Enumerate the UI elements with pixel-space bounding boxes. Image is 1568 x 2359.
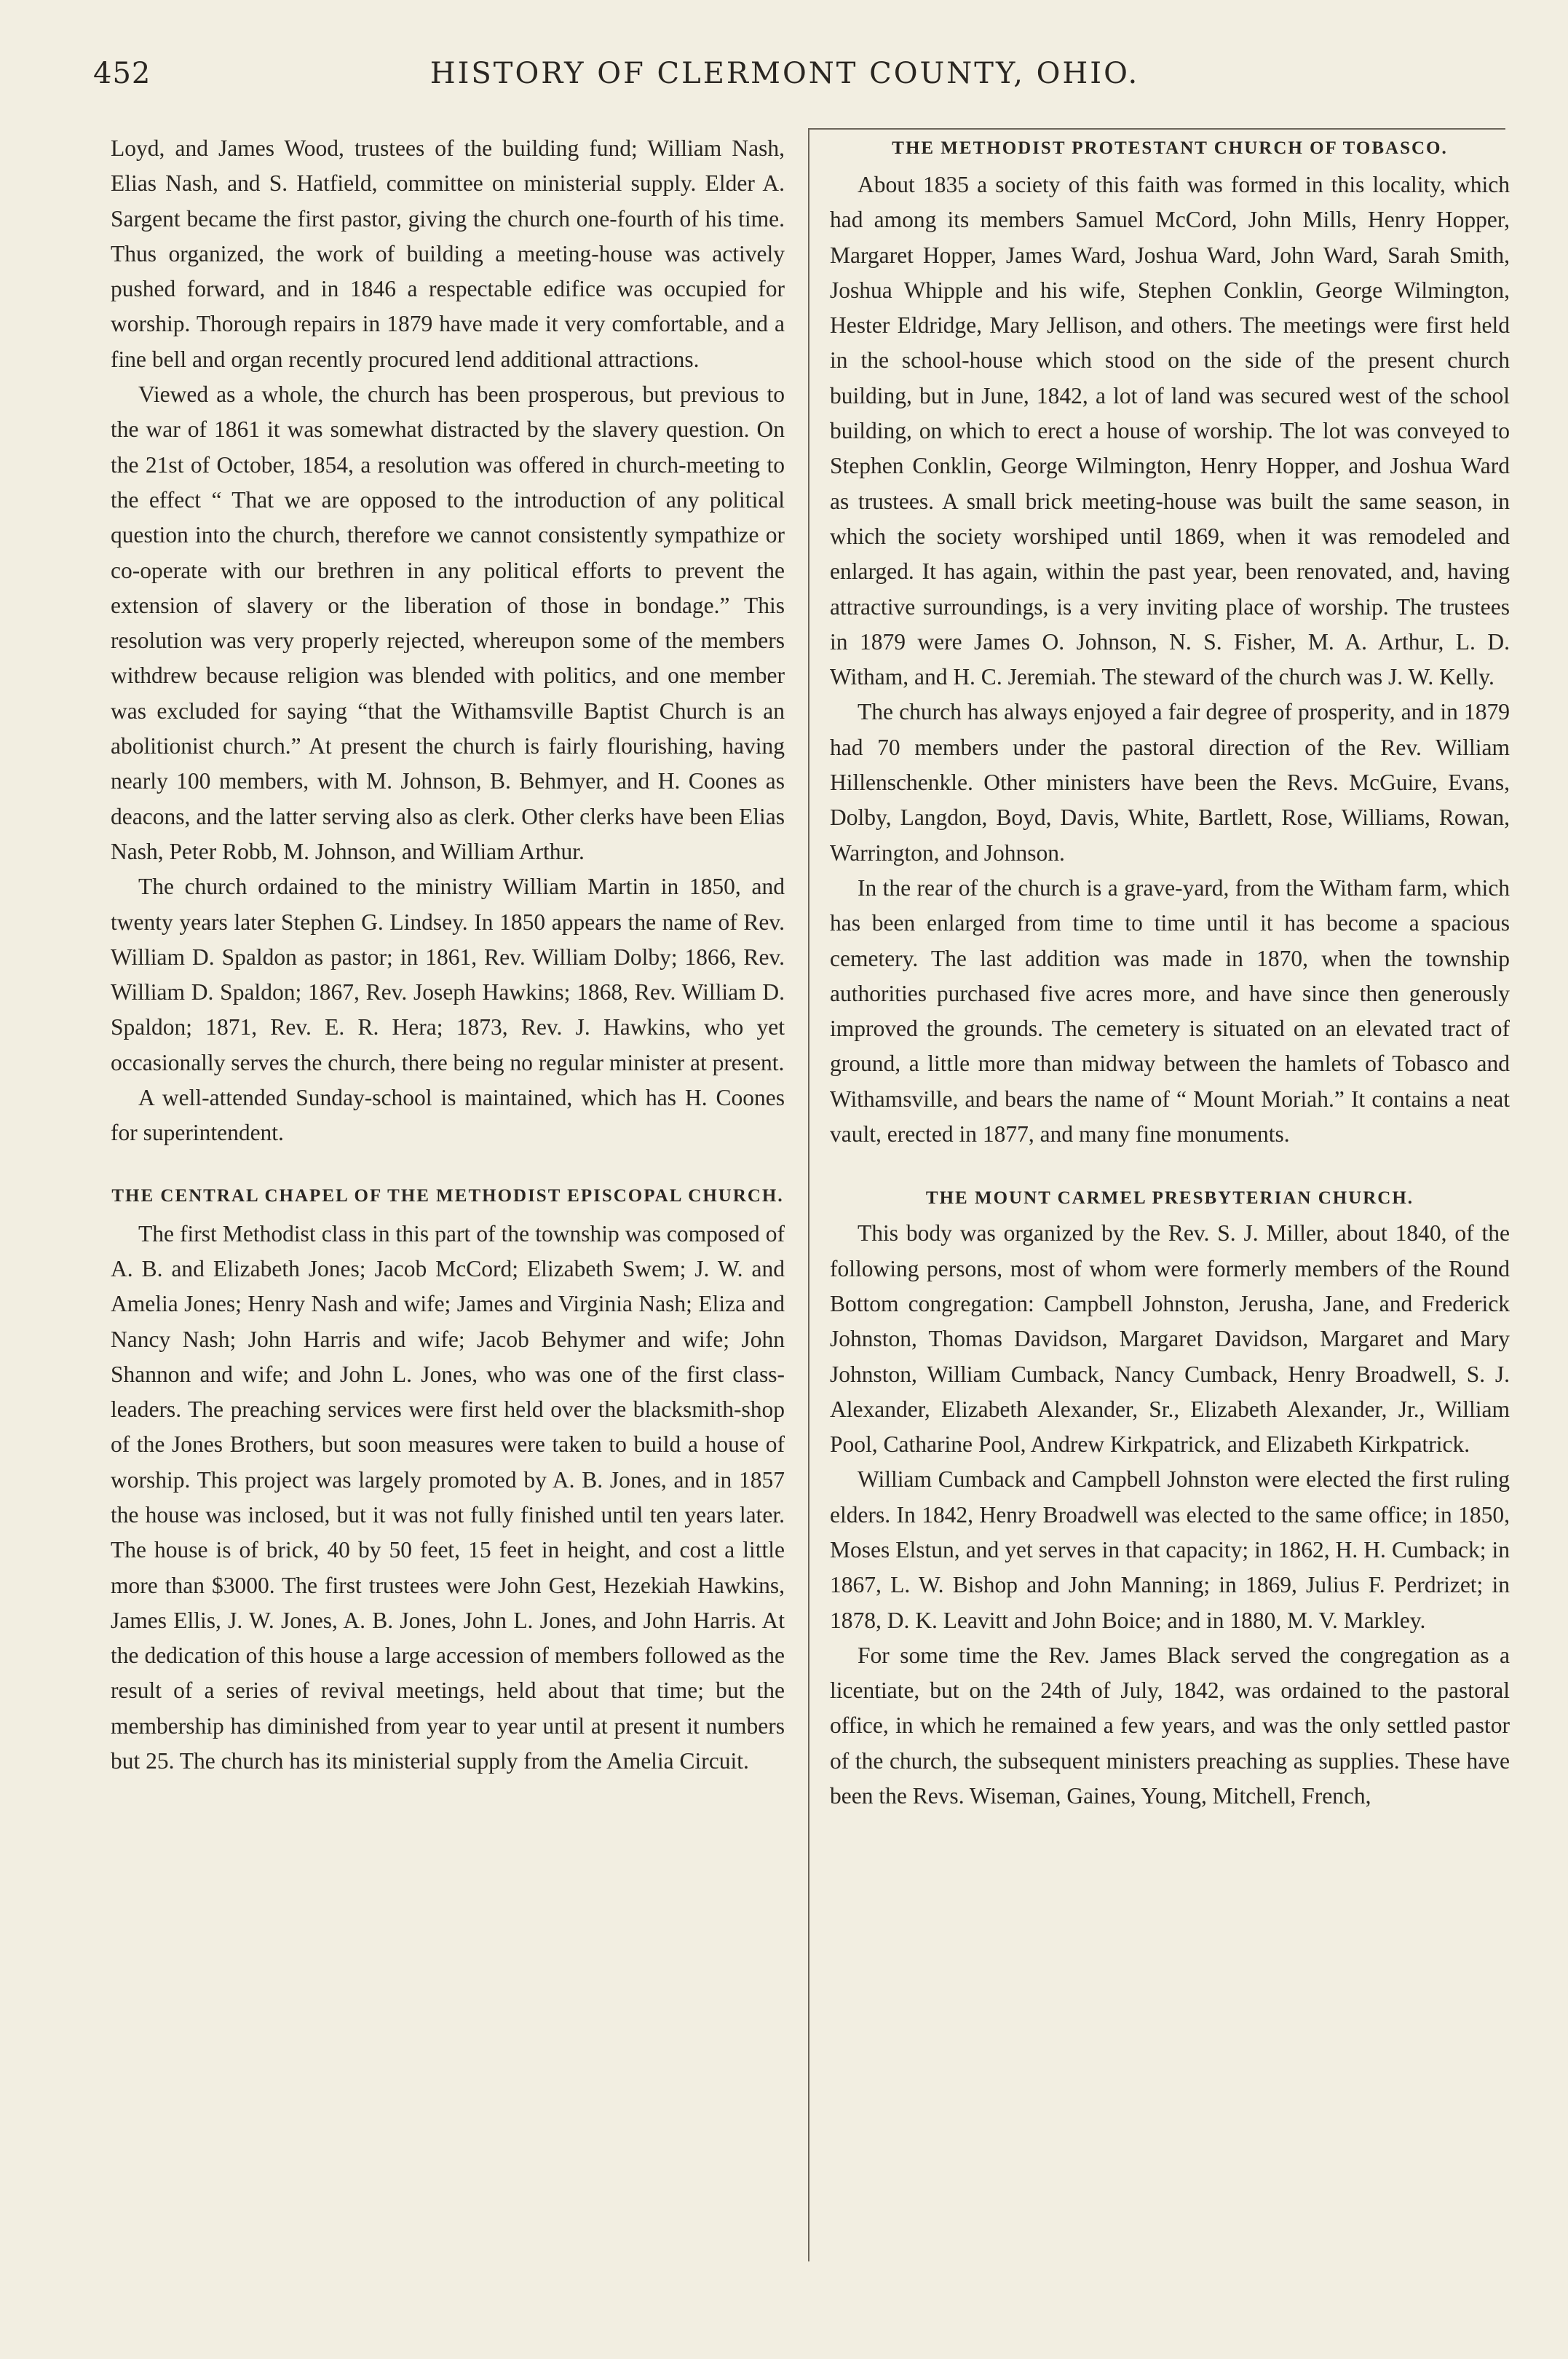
paragraph: In the rear of the church is a grave-yard, from the Witham farm, which has been enlarged from time to time until it has become a spacious cemetery. The last addition was made in 1870, when the township authorities purchased five acres more, and have since then generously improved the grounds. The cemetery is situated on an elevated tract of ground, a little more than midway between the hamlets of Tobasco and Withamsville, and bears the name of “ Mount Moriah.” It contains a neat vault, erected in 1877, and many fine monuments.	[830, 874, 1510, 1147]
section-heading-mount-carmel: THE MOUNT CARMEL PRESBYTERIAN CHURCH.	[925, 1188, 1414, 1209]
paragraph: The church ordained to the ministry William Martin in 1850, and twenty years later Stephen G. Lindsey. In 1850 appears the name of Rev. William D. Spaldon as pastor; in 1861, Rev. William Dolby; 1866, Rev. William D. Spaldon; 1867, Rev. Joseph Hawkins; 1868, Rev. William D. Spaldon; 1871, Rev. E. R. Hera; 1873, Rev. J. Hawkins, who yet occasionally serves the church, there being no regular minister at present.	[111, 874, 785, 1075]
paragraph: The church has always enjoyed a fair degree of prosperity, and in 1879 had 70 members under the pastoral direction of the Rev. William Hillenschenkle. Other ministers have been the Revs. McGuire, Evans, Dolby, Langdon, Boyd, Davis, White, Bartlett, Rose, Williams, Rowan, Warrington, and Johnson.	[830, 699, 1510, 866]
section-heading-central-chapel: THE CENTRAL CHAPEL OF THE METHODIST EPISCOPAL CHURCH.	[111, 1185, 784, 1206]
page-number: 452	[93, 57, 151, 90]
paragraph: A well-attended Sunday-school is maintained, which has H. Coones for superintendent.	[111, 1085, 785, 1146]
right-column	[830, 130, 1510, 1814]
paragraph: For some time the Rev. James Black served the congregation as a licentiate, but on the 24th of July, 1842, was ordained to the pastoral office, in which he remained a few years, and was the only settled pastor of the church, the subsequent ministers preaching as supplies. These have been the Revs. Wiseman, Gaines, Young, Mitchell, French,	[830, 1642, 1510, 1809]
paragraph: William Cumback and Campbell Johnston were elected the first ruling elders. In 1842, Henry Broadwell was elected to the same office; in 1850, Moses Elstun, and yet serves in that capacity; in 1862, H. H. Cumback; in 1867, L. W. Bishop and John Manning; in 1869, Julius F. Perdrizet; in 1878, D. K. Leavitt and John Boice; and in 1880, M. V. Markley.	[830, 1466, 1510, 1633]
paragraph: Loyd, and James Wood, trustees of the building fund; William Nash, Elias Nash, and S. Hatfield, committee on ministerial supply. Elder A. Sargent became the first pastor, giving the church one-fourth of his time. Thus organized, the work of building a meeting-house was actively pushed forward, and in 1846 a respectable edifice was occupied for worship. Thorough repairs in 1879 have made it very comfortable, and a fine bell and organ recently procured lend additional attractions.	[111, 135, 785, 372]
section-heading-tobasco: THE METHODIST PROTESTANT CHURCH OF TOBASCO.	[892, 138, 1448, 158]
paragraph: The first Methodist class in this part of the township was composed of A. B. and Elizabeth Jones; Jacob McCord; Elizabeth Swem; J. W. and Amelia Jones; Henry Nash and wife; James and Virginia Nash; Eliza and Nancy Nash; John Harris and wife; Jacob Behymer and wife; John Shannon and wife; and John L. Jones, who was one of the first class-leaders. The preaching services were first held over the blacksmith-shop of the Jones Brothers, but soon measures were taken to build a house of worship. This project was largely promoted by A. B. Jones, and in 1857 the house was inclosed, but it was not fully finished until ten years later. The house is of brick, 40 by 50 feet, 15 feet in height, and cost a little more than $3000. The first trustees were John Gest, Hezekiah Hawkins, James Ellis, J. W. Jones, A. B. Jones, John L. Jones, and John Harris. At the dedication of this house a large accession of members followed as the result of a series of revival meetings, held about that time; but the membership has diminished from year to year until at present it numbers but 25. The church has its ministerial supply from the Amelia Circuit.	[111, 1220, 785, 1774]
paragraph: This body was organized by the Rev. S. J. Miller, about 1840, of the following persons, most of whom were formerly members of the Round Bottom congregation: Campbell Johnston, Jerusha, Jane, and Frederick Johnston, Thomas Davidson, Margaret Davidson, Margaret and Mary Johnston, William Cumback, Nancy Cumback, Henry Broadwell, S. J. Alexander, Elizabeth Alexander, Sr., Elizabeth Alexander, Jr., William Pool, Catharine Pool, Andrew Kirkpatrick, and Elizabeth Kirkpatrick.	[830, 1220, 1510, 1458]
running-title: HISTORY OF CLERMONT COUNTY, OHIO.	[429, 57, 1140, 90]
paragraph: Viewed as a whole, the church has been prosperous, but previous to the war of 1861 it was somewhat distracted by the slavery question. On the 21st of October, 1854, a resolution was offered in church-meeting to the effect “ That we are opposed to the introduction of any political question into the church, therefore we cannot consistently sympathize or co-operate with our brethren in any political efforts to prevent the extension of slavery or the liberation of those in bondage.” This resolution was very properly rejected, whereupon some of the members withdrew because religion was blended with politics, and one member was excluded for saying “that the Withamsville Baptist Church is an abolitionist church.” At present the church is fairly flourishing, having nearly 100 members, with M. Johnson, B. Behmyer, and H. Coones as deacons, and the latter serving also as clerk. Other clerks have been Elias Nash, Peter Robb, M. Johnson, and William Arthur.	[111, 382, 785, 864]
page-header	[93, 57, 1476, 100]
left-column	[111, 131, 785, 1779]
paragraph: About 1835 a society of this faith was formed in this locality, which had among its members Samuel McCord, John Mills, Henry Hopper, Margaret Hopper, James Ward, Joshua Ward, John Ward, Sarah Smith, Joshua Whipple and his wife, Stephen Conklin, George Wilmington, Hester Eldridge, Mary Jellison, and others. The meetings were first held in the school-house which stood on the side of the present church building, but in June, 1842, a lot of land was secured west of the school building, on which to erect a house of worship. The lot was conveyed to Stephen Conklin, George Wilmington, Henry Hopper, and Joshua Ward as trustees. A small brick meeting-house was built the same season, in which the society worshiped until 1869, when it was remodeled and enlarged. It has again, within the past year, been renovated, and, having attractive surroundings, is a very inviting place of worship. The trustees in 1879 were James O. Johnson, N. S. Fisher, M. A. Arthur, L. D. Witham, and H. C. Jeremiah. The steward of the church was J. W. Kelly.	[830, 172, 1510, 690]
column-divider-rule	[808, 128, 809, 2261]
